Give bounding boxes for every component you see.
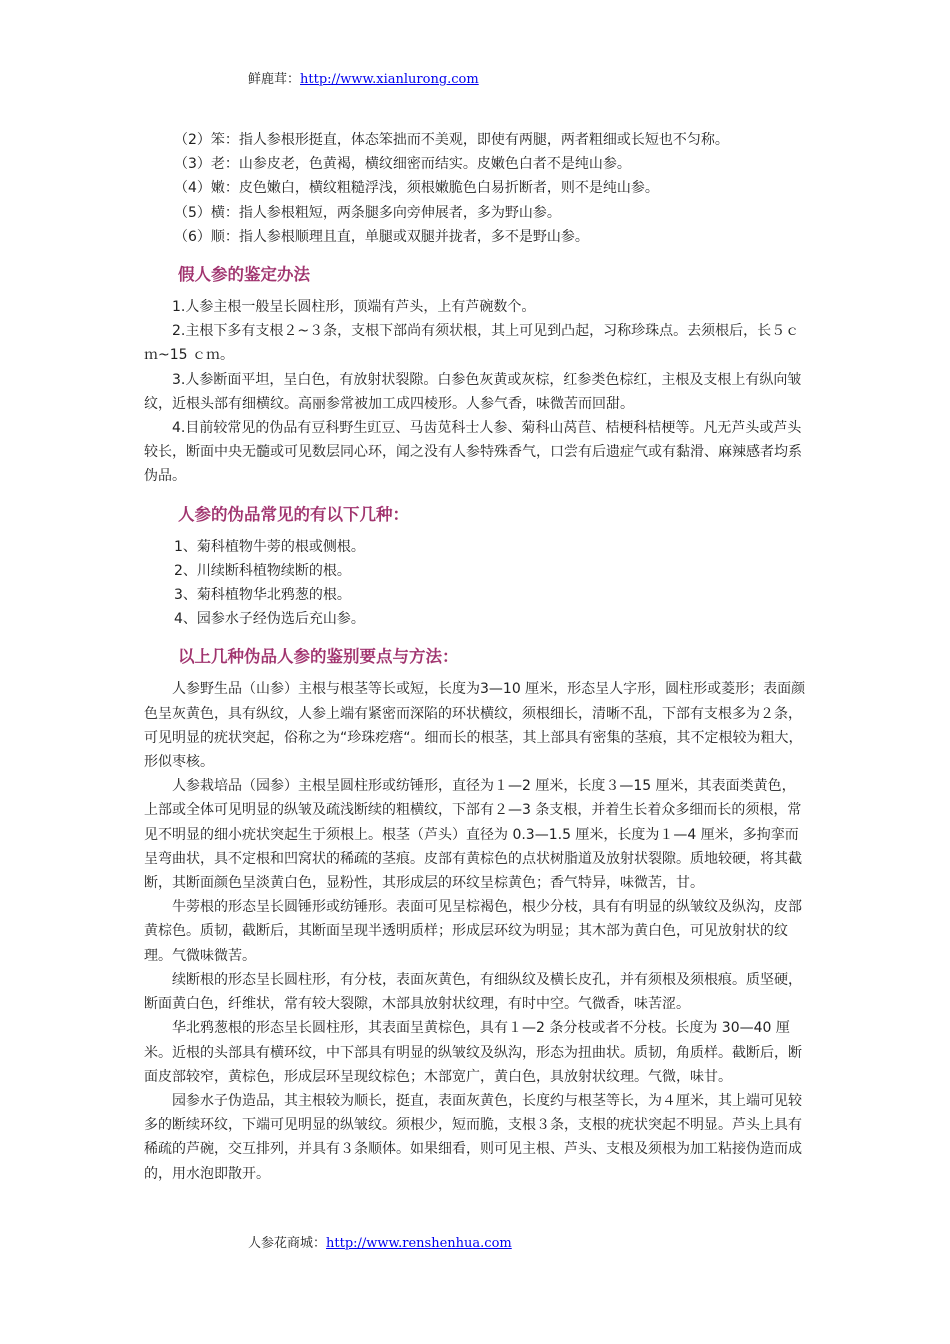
section-heading: 假人参的鉴定办法: [178, 265, 310, 285]
header-label: 鲜鹿茸：: [248, 72, 301, 87]
paragraph: 园参水子伪造品，其主根较为顺长，挺直，表面灰黄色，长度约与根茎等长，为４厘米，其上端可见较多的断续环纹，下端可见明显的纵皱纹。须根少，短而脆，支根３条，支根的疣状突起不明显。芦头上具有稀疏的芦碗，交互排列，并具有３条顺体。如果细看，则可见主根、芦头、支根及须根为加工粘接伪造而成的，用水泡即散开。: [144, 1092, 802, 1182]
list-item: 3、菊科植物华北鸦葱的根。: [174, 587, 351, 604]
list-item: （6）顺：指人参根顺理且直，单腿或双腿并拢者，多不是野山参。: [174, 228, 589, 245]
header-link[interactable]: http://www.xianlurong.com: [300, 72, 479, 87]
paragraph: 续断根的形态呈长圆柱形，有分枝，表面灰黄色，有细纵纹及横长皮孔，并有须根及须根痕。质坚硬，断面黄白色，纤维状，常有较大裂隙，木部具放射状纹理，有时中空。气微香，味苦涩。: [144, 971, 802, 1013]
page-footer: [248, 1232, 512, 1251]
page-header: [248, 68, 479, 87]
paragraph: 牛蒡根的形态呈长圆锤形或纺锤形。表面可见呈棕褐色，根少分枝，具有有明显的纵皱纹及纵沟，皮部黄棕色。质韧，截断后，其断面呈现半透明质样；形成层环纹为明显；其木部为黄白色，可见放射状的纹理。气微味微苦。: [144, 899, 802, 964]
list-item: 1、菊科植物牛蒡的根或侧根。: [174, 538, 365, 555]
paragraph: 2.主根下多有支根２~３条，支根下部尚有须状根，其上可见到凸起，习称珍珠点。去须根后，长５ｃｍ~15 ｃｍ。: [144, 323, 800, 364]
footer-link[interactable]: http://www.renshenhua.com: [326, 1236, 512, 1251]
paragraph: 华北鸦葱根的形态呈长圆柱形，其表面呈黄棕色，具有１—2 条分枝或者不分枝。长度为 30—40 厘米。近根的头部具有横环纹，中下部具有明显的纵皱纹及纵沟，形态为扭曲状。质韧，角质样。截断后，断面皮部较窄，黄棕色，形成层环呈现纹棕色；木部宽广，黄白色，具放射状纹理。气微，味甘。: [144, 1020, 802, 1085]
list-item: （3）老：山参皮老，色黄褐，横纹细密而结实。皮嫩色白者不是纯山参。: [174, 156, 631, 173]
footer-label: 人参花商城：: [248, 1236, 327, 1251]
list-item: （4）嫩：皮色嫩白，横纹粗糙浮浅，须根嫩脆色白易折断者，则不是纯山参。: [174, 180, 659, 197]
paragraph: 人参栽培品（园参）主根呈圆柱形或纺锤形，直径为１—2 厘米，长度３—15 厘米，其表面类黄色，上部或全体可见明显的纵皱及疏浅断续的粗横纹，下部有２—3 条支根，并着生长着众多细而长的须根，常见不明显的细小疣状突起生于须根上。根茎（芦头）直径为 0.3—1.5 厘米，长度为１—4 厘米，多拘挛而呈弯曲状，具不定根和凹窝状的稀疏的茎痕。皮部有黄棕色的点状树脂道及放射状裂隙。质地较硬，将其截断，其断面颜色呈淡黄白色，显粉性，其形成层的环纹呈棕黄色；香气特异，味微苦，甘。: [144, 778, 802, 892]
list-item: 2、川续断科植物续断的根。: [174, 562, 351, 579]
list-item: （5）横：指人参根粗短，两条腿多向旁伸展者，多为野山参。: [174, 204, 561, 221]
section-heading: 以上几种伪品人参的鉴别要点与方法：: [178, 647, 459, 667]
list-item: （2）笨：指人参根形挺直，体态笨拙而不美观，即使有两腿，两者粗细或长短也不匀称。: [174, 132, 729, 148]
paragraph: 3.人参断面平坦，呈白色，有放射状裂隙。白参色灰黄或灰棕，红参类色棕红，主根及支根上有纵向皱纹，近根头部有细横纹。高丽参常被加工成四棱形。人参气香，味微苦而回甜。: [144, 371, 802, 412]
paragraph: 人参野生品（山参）主根与根茎等长或短，长度为3—10 厘米，形态呈人字形，圆柱形或菱形；表面颜色呈灰黄色，具有纵纹，人参上端有紧密而深陷的环状横纹，须根细长，清晰不乱，下部有支根多为２条，可见明显的疣状突起，俗称之为“珍珠疙瘩“。细而长的根茎，其上部具有密集的茎痕，其不定根较为粗大，形似枣核。: [144, 681, 806, 771]
paragraph: 4.目前较常见的伪品有豆科野生豇豆、马齿苋科士人参、菊科山莴苣、桔梗科桔梗等。凡无芦头或芦头较长，断面中央无髓或可见数层同心环，闻之没有人参特殊香气，口尝有后遗症气或有黏滑、麻辣感者均系伪品。: [144, 420, 802, 485]
paragraph: 1.人参主根一般呈长圆柱形，顶端有芦头，上有芦碗数个。: [172, 299, 536, 316]
document-body: [144, 128, 806, 1186]
section-heading: 人参的伪品常见的有以下几种：: [178, 504, 409, 524]
list-item: 4、园参水子经伪选后充山参。: [174, 611, 365, 628]
